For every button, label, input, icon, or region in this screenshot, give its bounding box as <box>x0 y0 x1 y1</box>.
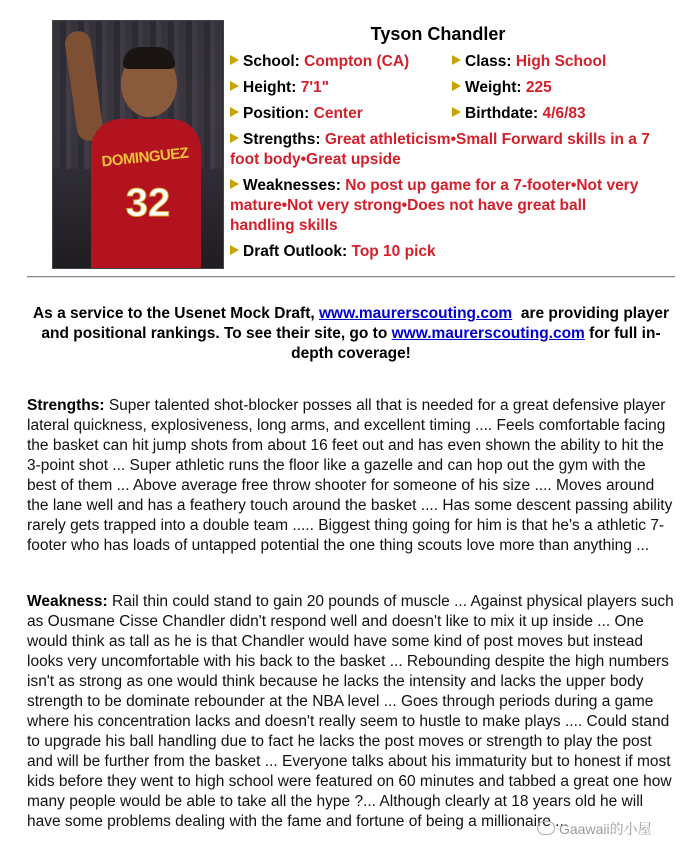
arrow-bullet-icon <box>230 245 239 255</box>
maurerscouting-link-2[interactable]: www.maurerscouting.com <box>391 325 585 342</box>
height-label: Height: <box>243 79 297 96</box>
weight-value: 225 <box>525 79 552 96</box>
class-value: High School <box>515 53 607 70</box>
arrow-bullet-icon <box>230 55 239 65</box>
arrow-bullet-icon <box>452 55 461 65</box>
strengths-report-text: Super talented shot-blocker posses all that is needed for a great defensive player lateral quickness, explosiveness, long arms, and excellent timing .... Feels comfortable facing the basket can hit jump shots from about 16 feet out and has even shown the ability to hit the 3-point shot ... Super athletic runs the floor like a gazelle and can hop out the gym with the best of them ... Above average free throw shooter for someone of his size .... Moves around the lane well and has a feathery touch around the basket .... Has some descent passing ability rarely gets trapped into a double team ..... Biggest thing going for him is that he's a athletic 7-footer who has loads of untapped potential the one thing scouts love more than anything ... <box>27 397 673 554</box>
strengths-label: Strengths: <box>243 131 321 148</box>
watermark-text: Gaawaii的小屋 <box>559 821 652 837</box>
birthdate-value: 4/6/83 <box>542 105 586 122</box>
service-text-2: are providing player and positional rankings. To see their site, go to <box>41 305 669 342</box>
birthdate-row <box>452 104 586 124</box>
watermark <box>537 819 652 839</box>
arrow-bullet-icon <box>230 107 239 117</box>
strengths-report <box>27 396 677 556</box>
jersey-text: DOMINGUEZ <box>100 144 190 171</box>
player-hair <box>123 47 175 69</box>
school-row <box>230 52 409 72</box>
height-row <box>230 78 329 98</box>
weaknesses-value: No post up game for a 7-footer•Not very mature•Not very strong•Does not have great ball handling skills <box>230 177 639 234</box>
draft-outlook-value: Top 10 pick <box>351 243 436 260</box>
height-value: 7'1" <box>300 79 329 96</box>
position-value: Center <box>313 105 363 122</box>
strengths-report-heading: Strengths: <box>27 397 105 414</box>
arrow-bullet-icon <box>230 133 239 143</box>
birthdate-label: Birthdate: <box>465 105 539 122</box>
horizontal-divider <box>27 276 675 278</box>
position-row <box>230 104 363 124</box>
service-text-3: for full in-depth coverage! <box>291 325 661 362</box>
class-row <box>452 52 606 72</box>
position-label: Position: <box>243 105 310 122</box>
service-notice <box>27 304 675 364</box>
player-name: Tyson Chandler <box>370 24 506 44</box>
jersey-number: 32 <box>125 181 171 225</box>
weakness-report <box>27 592 677 832</box>
strengths-value: Great athleticism•Small Forward skills in a 7 foot body•Great upside <box>230 131 650 168</box>
draft-outlook-row <box>230 242 436 262</box>
draft-outlook-label: Draft Outlook: <box>243 243 348 260</box>
maurerscouting-link-1[interactable]: www.maurerscouting.com <box>318 305 513 322</box>
weakness-report-heading: Weakness: <box>27 593 108 610</box>
strengths-summary-row <box>230 130 650 170</box>
service-text-1: As a service to the Usenet Mock Draft, <box>32 305 315 322</box>
player-photo <box>52 20 224 269</box>
weight-label: Weight: <box>465 79 522 96</box>
wechat-icon <box>537 821 555 835</box>
arrow-bullet-icon <box>230 179 239 189</box>
arrow-bullet-icon <box>452 107 461 117</box>
weaknesses-label: Weaknesses: <box>243 177 341 194</box>
class-label: Class: <box>465 53 512 70</box>
arrow-bullet-icon <box>452 81 461 91</box>
weight-row <box>452 78 552 98</box>
weaknesses-summary-row <box>230 176 650 236</box>
school-label: School: <box>243 53 300 70</box>
arrow-bullet-icon <box>230 81 239 91</box>
weakness-report-text: Rail thin could stand to gain 20 pounds of muscle ... Against physical players such as Ousmane Cisse Chandler didn't respond well and doesn't like to mix it up inside ... One would think as tall as he is that Chandler would have some kind of post moves but instead looks very uncomfortable with his back to the basket ... Rebounding despite the high numbers isn't as strong as one would think because he lacks the intensity and lacks the upper body strength to be dominate rebounder at the NBA level ... Goes through periods during a game where his concentration lacks and doesn't really seem to hustle to make plays .... Could stand to upgrade his ball handling due to fact he lacks the post moves or strength to play the post and will be further from the basket ... Everyone talks about his immaturity but to honest if most kids before they went to high school were featured on 60 minutes and tabbed a great one how many people would be able to take all the hype ?... Although clearly at 18 years old he will have some problems dealing with the fame and fortune of being a millionaire ... <box>27 593 674 830</box>
school-value: Compton (CA) <box>304 53 410 70</box>
